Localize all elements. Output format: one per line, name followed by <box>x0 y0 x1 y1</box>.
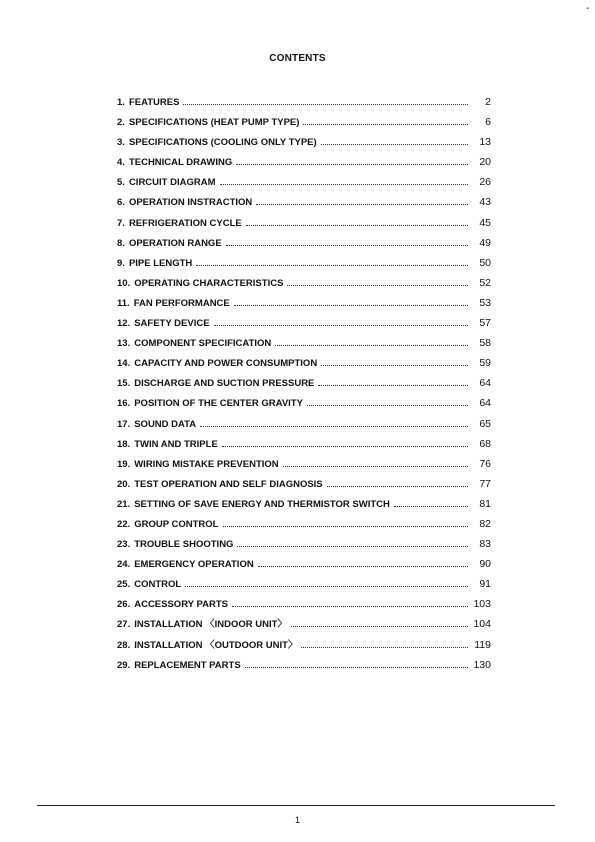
toc-entry <box>117 112 491 132</box>
toc-entry <box>117 494 491 514</box>
toc-dot-leader <box>307 405 468 406</box>
toc-dot-leader <box>223 526 469 527</box>
toc-dot-leader <box>258 566 468 567</box>
toc-entry-number: 26. <box>117 599 131 611</box>
toc-entry-title: TECHNICAL DRAWING <box>128 157 233 169</box>
toc-entry-number: 25. <box>117 579 131 591</box>
toc-dot-leader <box>287 285 468 286</box>
toc-entry-number: 7. <box>117 217 125 229</box>
footer-divider <box>37 805 555 806</box>
toc-entry-title: TWIN AND TRIPLE <box>134 438 218 450</box>
toc-dot-leader <box>321 365 468 366</box>
toc-entry-page: 104 <box>473 618 491 631</box>
toc-entry-title: DISCHARGE AND SUCTION PRESSURE <box>134 378 315 390</box>
toc-dot-leader <box>303 124 468 125</box>
toc-entry <box>117 514 491 534</box>
toc-entry-number: 16. <box>117 398 131 410</box>
toc-entry <box>117 253 491 273</box>
toc-entry <box>117 614 491 634</box>
toc-entry-number: 14. <box>117 358 131 370</box>
toc-entry-page: 91 <box>479 578 491 591</box>
toc-entry-title: FAN PERFORMANCE <box>133 297 230 309</box>
toc-entry-page: 82 <box>479 517 491 530</box>
toc-entry-page: 50 <box>479 256 491 269</box>
toc-entry-number: 18. <box>117 438 131 450</box>
toc-entry <box>117 353 491 373</box>
toc-entry-page: 90 <box>479 558 491 571</box>
toc-entry <box>117 293 491 313</box>
toc-entry-page: 13 <box>479 136 491 149</box>
toc-entry-title: PIPE LENGTH <box>128 257 193 269</box>
toc-dot-leader <box>220 184 469 185</box>
toc-entry <box>117 655 491 675</box>
toc-entry-title: REFRIGERATION CYCLE <box>128 217 242 229</box>
toc-dot-leader <box>318 385 468 386</box>
toc-entry-number: 28. <box>117 639 131 651</box>
toc-dot-leader <box>283 466 468 467</box>
toc-entry-number: 1. <box>117 97 125 108</box>
toc-dot-leader <box>234 305 468 306</box>
toc-entry-title: CONTROL <box>134 579 182 591</box>
toc-entry-number: 12. <box>117 318 131 330</box>
toc-entry-page: 6 <box>485 116 491 129</box>
toc-entry <box>117 574 491 594</box>
toc-entry <box>117 152 491 172</box>
toc-entry-number: 5. <box>117 177 125 189</box>
toc-dot-leader <box>245 667 468 668</box>
toc-entry <box>117 534 491 554</box>
toc-entry-number: 17. <box>117 418 131 430</box>
toc-entry-number: 19. <box>117 458 131 470</box>
toc-entry <box>117 92 491 112</box>
toc-entry-page: 52 <box>479 276 491 289</box>
toc-entry-title: SPECIFICATIONS (HEAT PUMP TYPE) <box>128 117 300 129</box>
toc-entry-number: 23. <box>117 539 131 551</box>
toc-entry-title: POSITION OF THE CENTER GRAVITY <box>134 398 303 410</box>
toc-dot-leader <box>256 204 468 205</box>
toc-entry-page: 59 <box>479 357 491 370</box>
toc-entry <box>117 192 491 212</box>
toc-dot-leader <box>214 325 468 326</box>
toc-entry <box>117 554 491 574</box>
toc-entry <box>117 233 491 253</box>
toc-dot-leader <box>301 647 468 648</box>
toc-entry-number: 11. <box>117 297 130 309</box>
toc-entry-page: 81 <box>479 497 491 510</box>
toc-entry <box>117 393 491 413</box>
toc-entry <box>117 434 491 454</box>
toc-entry-page: 65 <box>479 417 491 430</box>
toc-entry-title: OPERATION INSTRACTION <box>128 197 253 209</box>
toc-dot-leader <box>226 245 468 246</box>
toc-entry <box>117 414 491 434</box>
toc-dot-leader <box>291 626 468 627</box>
toc-entry-page: 58 <box>479 337 491 350</box>
toc-entry-title: INSTALLATION 〈OUTDOOR UNIT〉 <box>134 639 298 651</box>
toc-entry-title: REPLACEMENT PARTS <box>134 659 241 671</box>
toc-entry-page: 57 <box>479 317 491 330</box>
toc-entry-number: 27. <box>117 619 131 631</box>
page-number: 1 <box>294 815 300 825</box>
toc-entry <box>117 373 491 393</box>
toc-dot-leader <box>196 265 468 266</box>
toc-entry-title: CIRCUIT DIAGRAM <box>128 177 216 189</box>
toc-entry-title: SPECIFICATIONS (COOLING ONLY TYPE) <box>128 137 317 149</box>
toc-entry-number: 13. <box>117 338 131 350</box>
toc-entry-page: 103 <box>473 598 491 611</box>
toc-entry-title: SAFETY DEVICE <box>134 318 210 330</box>
toc-entry-page: 68 <box>479 437 491 450</box>
toc-entry-title: SETTING OF SAVE ENERGY AND THERMISTOR SWITCH <box>134 498 390 510</box>
toc-entry <box>117 172 491 192</box>
toc-entry-title: WIRING MISTAKE PREVENTION <box>134 458 279 470</box>
toc-entry-title: TROUBLE SHOOTING <box>134 539 234 551</box>
toc-entry <box>117 594 491 614</box>
toc-entry <box>117 333 491 353</box>
toc-entry <box>117 132 491 152</box>
toc-entry-number: 29. <box>117 659 131 671</box>
toc-entry-title: INSTALLATION 〈INDOOR UNIT〉 <box>134 619 287 631</box>
toc-entry-number: 10. <box>117 277 131 289</box>
toc-entry-number: 22. <box>117 518 131 530</box>
toc-entry-title: CAPACITY AND POWER CONSUMPTION <box>134 358 318 370</box>
toc-entry-page: 64 <box>479 397 491 410</box>
toc-entry <box>117 313 491 333</box>
toc-entry-page: 119 <box>474 638 491 651</box>
toc-entry-page: 45 <box>479 216 491 229</box>
toc-entry-page: 53 <box>479 296 491 309</box>
toc-entry-page: 2 <box>485 96 491 108</box>
toc-dot-leader <box>327 486 468 487</box>
toc-entry-page: 83 <box>479 538 491 551</box>
toc-entry-title: FEATURES <box>128 97 180 108</box>
toc-entry-number: 20. <box>117 478 131 490</box>
toc-entry-page: 77 <box>479 477 491 490</box>
corner-mark: - <box>586 3 590 14</box>
toc-entry-number: 21. <box>117 498 131 510</box>
toc-entry-page: 20 <box>479 156 491 169</box>
toc-entry <box>117 273 491 293</box>
toc-entry-page: 130 <box>473 658 491 671</box>
toc-entry-page: 64 <box>479 377 491 390</box>
toc-entry-number: 4. <box>117 157 125 169</box>
toc-entry <box>117 213 491 233</box>
toc-dot-leader <box>275 345 468 346</box>
toc-entry-title: SOUND DATA <box>134 418 197 430</box>
toc-entry <box>117 454 491 474</box>
toc-entry-title: ACCESSORY PARTS <box>134 599 229 611</box>
toc-entry-title: OPERATING CHARACTERISTICS <box>134 277 284 289</box>
toc-dot-leader <box>232 606 468 607</box>
toc-dot-leader <box>321 144 468 145</box>
toc-entry-number: 15. <box>117 378 131 390</box>
table-of-contents <box>117 92 491 675</box>
toc-entry <box>117 635 491 655</box>
toc-entry-number: 8. <box>117 237 125 249</box>
toc-entry <box>117 474 491 494</box>
toc-entry-number: 24. <box>117 559 131 571</box>
toc-entry-title: EMERGENCY OPERATION <box>134 559 254 571</box>
page-title: CONTENTS <box>269 53 326 64</box>
toc-dot-leader <box>246 225 468 226</box>
toc-entry-page: 43 <box>479 196 491 209</box>
toc-entry-title: GROUP CONTROL <box>134 518 219 530</box>
toc-dot-leader <box>183 104 468 105</box>
toc-dot-leader <box>185 586 468 587</box>
toc-dot-leader <box>394 506 468 507</box>
toc-entry-page: 49 <box>479 236 491 249</box>
toc-entry-page: 76 <box>479 457 491 470</box>
toc-entry-title: TEST OPERATION AND SELF DIAGNOSIS <box>134 478 323 490</box>
toc-entry-number: 6. <box>117 197 125 209</box>
toc-entry-page: 26 <box>479 176 491 189</box>
toc-entry-number: 9. <box>117 257 125 269</box>
toc-entry-title: OPERATION RANGE <box>128 237 222 249</box>
toc-dot-leader <box>222 446 468 447</box>
toc-entry-title: COMPONENT SPECIFICATION <box>134 338 272 350</box>
toc-entry-number: 3. <box>117 137 125 149</box>
toc-entry-number: 2. <box>117 117 125 129</box>
toc-dot-leader <box>236 164 468 165</box>
toc-dot-leader <box>237 546 468 547</box>
toc-dot-leader <box>200 426 468 427</box>
